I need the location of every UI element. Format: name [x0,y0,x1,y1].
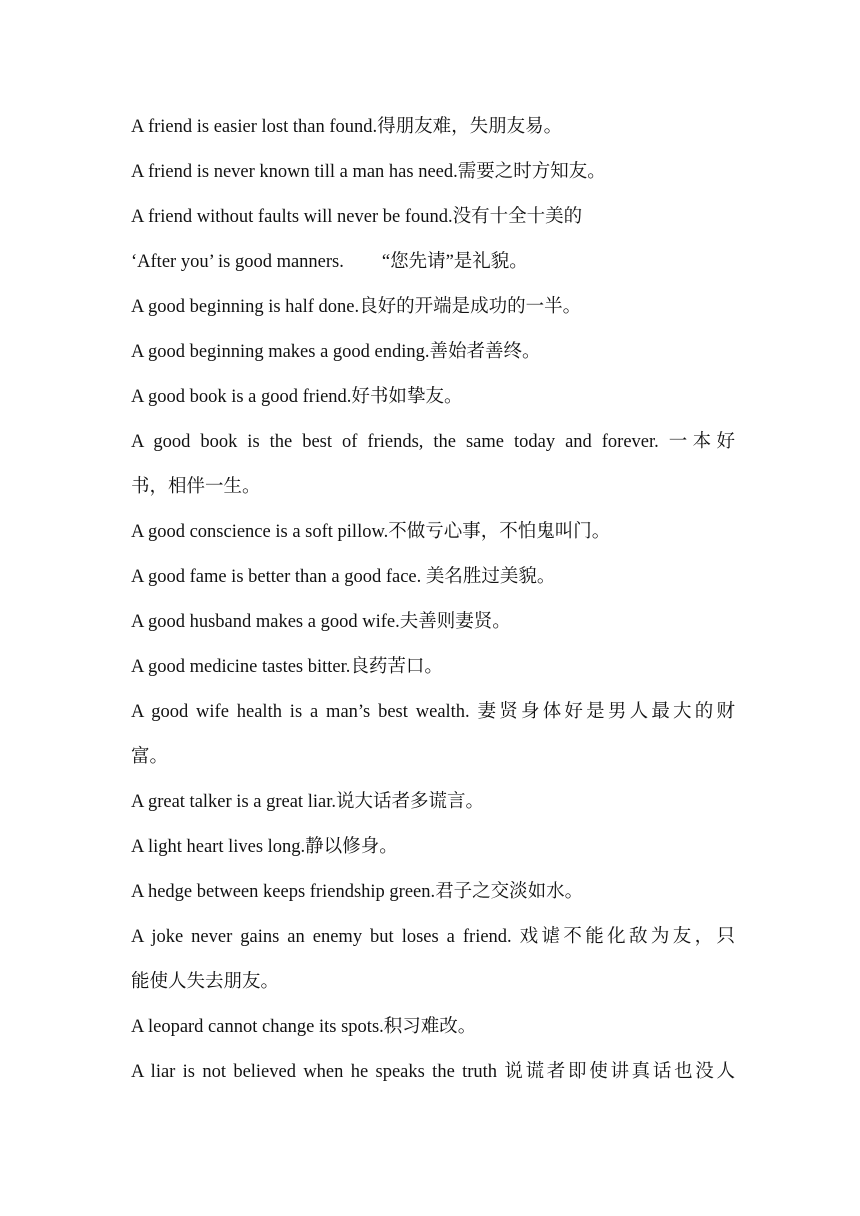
text-line-15: 富。 [131,747,169,767]
text-line-5: A good beginning is half done.良好的开端是成功的一半。 [131,297,582,317]
text-line-4 [131,247,735,292]
text-line-21: A leopard cannot change its spots.积习难改。 [131,1017,477,1037]
text-line-6: A good beginning makes a good ending.善始者善终。 [131,342,541,362]
text-line-4-chinese: “您先请”是礼貌。 [381,252,528,272]
text-line-3: A friend without faults will never be found.没有十全十美的 [131,207,583,227]
text-line-16: A great talker is a great liar.说大话者多谎言。 [131,792,484,812]
text-line-9: 书，相伴一生。 [131,477,261,497]
text-line-19: A joke never gains an enemy but loses a friend. 戏谑不能化敌为友，只 [131,927,735,947]
text-line-2: A friend is never known till a man has need.需要之时方知友。 [131,162,606,182]
text-line-11: A good fame is better than a good face. 美名胜过美貌。 [131,567,556,587]
text-line-7: A good book is a good friend.好书如挚友。 [131,387,463,407]
text-line-22: A liar is not believed when he speaks the truth 说谎者即使讲真话也没人 [131,1062,735,1082]
text-line-18: A hedge between keeps friendship green.君子之交淡如水。 [131,882,584,902]
text-line-4-english: ‘After you’ is good manners. [131,252,344,272]
text-line-10: A good conscience is a soft pillow.不做亏心事，不怕鬼叫门。 [131,522,611,542]
text-line-1: A friend is easier lost than found.得朋友难，失朋友易。 [131,117,563,137]
text-line-17: A light heart lives long.静以修身。 [131,837,398,857]
text-line-20: 能使人失去朋友。 [131,972,280,992]
text-line-14: A good wife health is a man’s best wealth. 妻贤身体好是男人最大的财 [131,702,735,722]
text-line-12: A good husband makes a good wife.夫善则妻贤。 [131,612,511,632]
text-line-13: A good medicine tastes bitter.良药苦口。 [131,657,443,677]
proverb-list [131,112,735,1102]
text-line-8: A good book is the best of friends, the same today and forever. 一本好 [131,432,735,452]
